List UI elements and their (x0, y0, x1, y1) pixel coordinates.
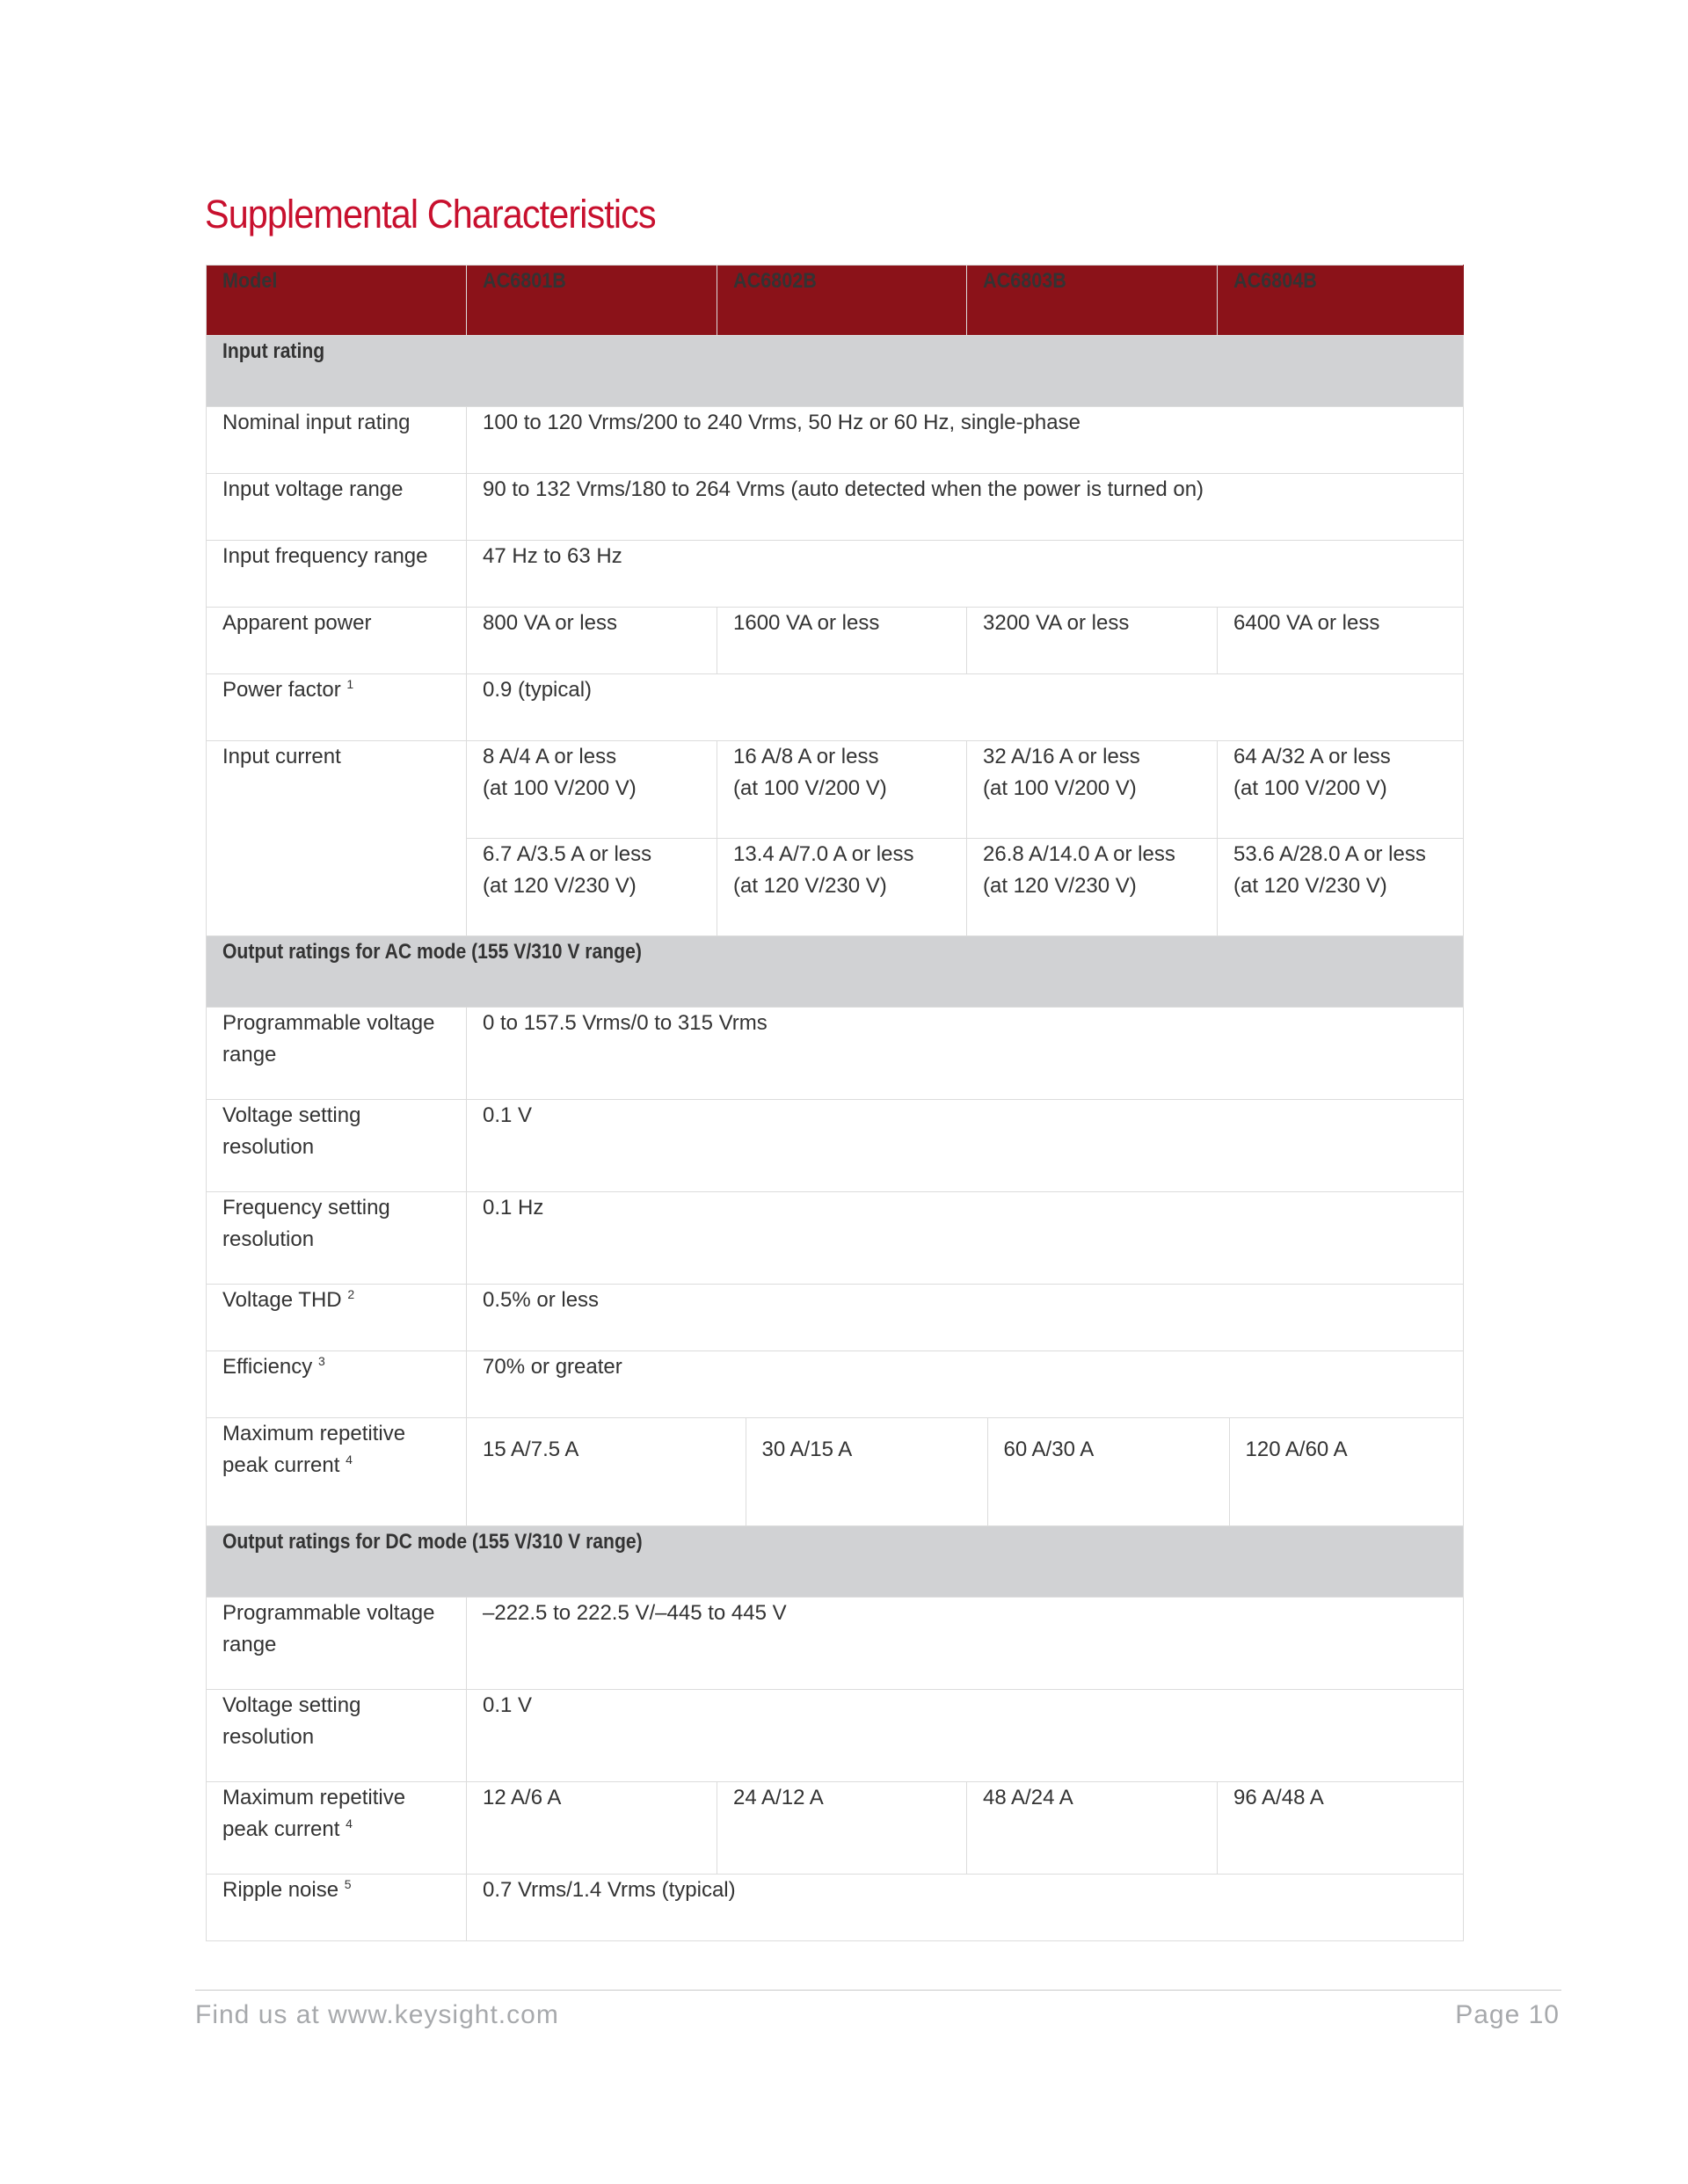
table-row (207, 1418, 1464, 1526)
table-row (207, 1100, 1464, 1192)
row-value: 0.1 V (467, 1690, 1464, 1782)
row-value: 800 VA or less (467, 608, 717, 674)
table-row (207, 674, 1464, 741)
table-row (207, 1782, 1464, 1875)
row-value: 120 A/60 A (1245, 1438, 1348, 1461)
row-value: 0.9 (typical) (467, 674, 1464, 741)
table-header-row (207, 266, 1464, 336)
row-value: –222.5 to 222.5 V/–445 to 445 V (467, 1598, 1464, 1690)
table-row (207, 1875, 1464, 1941)
row-value: 53.6 A/28.0 A or less (at 120 V/230 V) (1218, 839, 1464, 936)
row-value: 30 A/15 A (746, 1418, 987, 1525)
table-row (207, 1285, 1464, 1351)
footer-divider (195, 1990, 1561, 1991)
row-value: 13.4 A/7.0 A or less (at 120 V/230 V) (717, 839, 967, 936)
row-value: 1600 VA or less (717, 608, 967, 674)
row-label: Apparent power (207, 608, 467, 674)
footnote-marker: 2 (347, 1287, 355, 1301)
section-row-dc-output (207, 1526, 1464, 1598)
row-value: 15 A/7.5 A (467, 1418, 746, 1525)
row-label: Voltage setting resolution (207, 1100, 467, 1192)
row-value-group (467, 1418, 1464, 1526)
row-value: 8 A/4 A or less (at 100 V/200 V) (467, 741, 717, 839)
row-value: 0.5% or less (467, 1285, 1464, 1351)
section-row-ac-output (207, 936, 1464, 1008)
row-label: Nominal input rating (207, 407, 467, 474)
header-cell-ac6801b: AC6801B (467, 266, 717, 336)
footnote-marker: 3 (317, 1354, 325, 1368)
spec-table (206, 265, 1464, 1941)
table-row (207, 1598, 1464, 1690)
page-title: Supplemental Characteristics (205, 192, 656, 237)
footer-website-link[interactable]: Find us at www.keysight.com (195, 2000, 559, 2029)
row-label: Maximum repetitive peak current $^4$ (207, 1782, 467, 1875)
row-label: Programmable voltage range (207, 1598, 467, 1690)
row-value: 26.8 A/14.0 A or less (at 120 V/230 V) (967, 839, 1218, 936)
row-label: Frequency setting resolution (207, 1192, 467, 1285)
table-row (207, 1192, 1464, 1285)
table-row (207, 1351, 1464, 1418)
row-label: Maximum repetitive peak current $^4$ (207, 1418, 467, 1526)
footnote-marker: 4 (346, 1452, 353, 1467)
section-row-input-rating (207, 336, 1464, 407)
row-value: 0.7 Vrms/1.4 Vrms (typical) (467, 1875, 1464, 1941)
row-value: 3200 VA or less (967, 608, 1218, 674)
footer-page-number: Page 10 (1455, 2000, 1560, 2029)
row-label: Voltage THD $^2$ (207, 1285, 467, 1351)
header-cell-model: Model (207, 266, 467, 336)
row-value: 16 A/8 A or less (at 100 V/200 V) (717, 741, 967, 839)
table-row (207, 474, 1464, 541)
section-title: Output ratings for DC mode (155 V/310 V range) (207, 1526, 1464, 1598)
row-value: 47 Hz to 63 Hz (467, 541, 1464, 608)
row-value: 70% or greater (467, 1351, 1464, 1418)
row-label: Input current (207, 741, 467, 936)
row-value: 90 to 132 Vrms/180 to 264 Vrms (auto detected when the power is turned on) (467, 474, 1464, 541)
row-label: Input frequency range (207, 541, 467, 608)
section-title: Input rating (207, 336, 1464, 407)
row-value: 48 A/24 A (967, 1782, 1218, 1875)
footnote-marker: 1 (346, 677, 354, 691)
row-value: 12 A/6 A (467, 1782, 717, 1875)
row-value: 6.7 A/3.5 A or less (at 120 V/230 V) (467, 839, 717, 936)
header-cell-ac6802b: AC6802B (717, 266, 967, 336)
row-label: Ripple noise $^5$ (207, 1875, 467, 1941)
table-row (207, 541, 1464, 608)
row-label: Power factor $^1$ (207, 674, 467, 741)
header-cell-ac6804b: AC6804B (1218, 266, 1464, 336)
row-value: 60 A/30 A (987, 1418, 1229, 1525)
row-value: 100 to 120 Vrms/200 to 240 Vrms, 50 Hz or 60 Hz, single-phase (467, 407, 1464, 474)
row-label: Input voltage range (207, 474, 467, 541)
row-value: 0 to 157.5 Vrms/0 to 315 Vrms (467, 1008, 1464, 1100)
header-cell-ac6803b: AC6803B (967, 266, 1218, 336)
table-row (207, 1690, 1464, 1782)
row-label: Voltage setting resolution (207, 1690, 467, 1782)
row-value: 32 A/16 A or less (at 100 V/200 V) (967, 741, 1218, 839)
section-title: Output ratings for AC mode (155 V/310 V range) (207, 936, 1464, 1008)
row-value: 6400 VA or less (1218, 608, 1464, 674)
table-row (207, 407, 1464, 474)
table-row (207, 1008, 1464, 1100)
row-label: Efficiency $^3$ (207, 1351, 467, 1418)
footnote-marker: 4 (346, 1816, 353, 1831)
row-value: 64 A/32 A or less (at 100 V/200 V) (1218, 741, 1464, 839)
row-value: 24 A/12 A (717, 1782, 967, 1875)
row-label: Programmable voltage range (207, 1008, 467, 1100)
table-row (207, 741, 1464, 839)
table-row (207, 608, 1464, 674)
row-value: 0.1 Hz (467, 1192, 1464, 1285)
footnote-marker: 5 (344, 1877, 352, 1891)
peak-current-subtable (467, 1418, 1464, 1525)
row-value: 0.1 V (467, 1100, 1464, 1192)
row-value: 96 A/48 A (1218, 1782, 1464, 1875)
